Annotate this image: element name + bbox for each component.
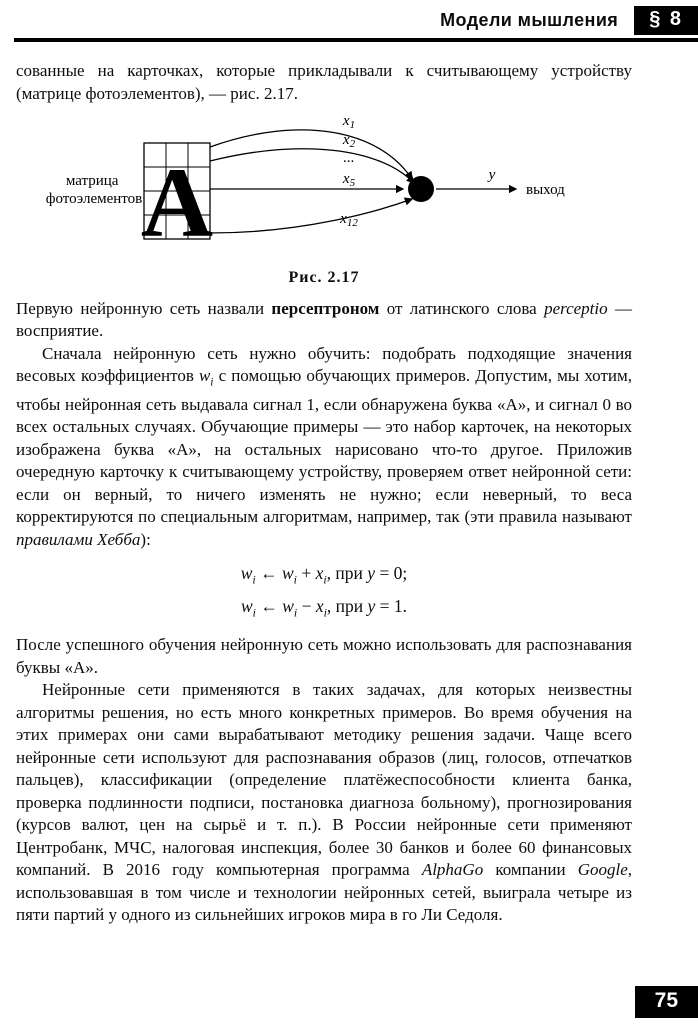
paragraph-training: Сначала нейронную сеть нужно обучить: подобрать подходящие значения весовых коэффициентов $w_i$ с помощью обучающих примеров. Допустим, мы хотим, чтобы нейронная сеть выдавала сигнал 1, если обнаружена буква «А», и сигнал 0 во всех остальных случаях. Обучающие примеры — это набор карточек, на некоторых изображена буква «А», на остальных нарисовано что-то другое. Приложив очередную карточку к считывающему устройству, проверяем ответ нейронной сети: если он верный, то ничего изменять не нужно; если неверный, то веса корректируются по специальным алгоритмам, например, так (эти правила называют правилами Хебба): <box>16 343 632 549</box>
hebb-rules <box>16 560 632 625</box>
figure-2-17 <box>44 113 604 290</box>
output-var-label: y <box>488 167 496 183</box>
letter-a: А <box>140 147 214 258</box>
matrix-label: матрица фотоэлементов <box>45 173 143 207</box>
input-label-x12: $x_{12}$ <box>340 211 358 229</box>
paragraph-intro: сованные на карточках, которые прикладывали к считывающему устройству (матрице фотоэлементов), — рис. 2.17. <box>16 61 632 103</box>
input-wire-x12 <box>210 199 412 233</box>
input-label-x5: $x_5$ <box>342 171 356 189</box>
section-badge: § 8 <box>634 6 698 35</box>
input-label-dots: ... <box>343 150 355 166</box>
formula-line-2: $w_i$ ← $w_i - x_i$, при y = 1. <box>240 595 408 620</box>
input-label-x1: $x_1$ <box>342 113 356 131</box>
input-label-x2: $x_2$ <box>342 132 356 150</box>
paragraph-perceptron: Первую нейронную сеть назвали персептроном от латинского слова perceptio — восприятие. <box>16 298 632 340</box>
perceptron-diagram <box>44 113 604 263</box>
input-wire-x2 <box>210 149 414 183</box>
page-header <box>0 0 698 36</box>
chapter-title: Модели мышления <box>440 10 619 30</box>
neuron-circle <box>408 176 434 202</box>
paragraph-applications: Нейронные сети применяются в таких задачах, для которых неизвестны алгоритмы решения, но есть много конкретных примеров. Во время обучения на этих примерах они сами вырабатывают методику решения задачи. Чаще всего нейронные сети используют для распознавания образов (лиц, голосов, отпечатков пальцев), классификации (определение платёжеспособности клиента банка, проверка подлинности подписи, постановка диагноза больному), прогнозирования (курсов валют, цен на сырьё и т. п.). В России нейронные сети применяют Центробанк, МЧС, налоговая инспекция, более 30 банков и более 60 финансовых компаний. В 2016 году компьютерная программа AlphaGo компании Google, использовавшая в том числе и технологии нейронных сетей, выиграла четыре из пяти партий у одного из сильнейших игроков мира в го Ли Седоля. <box>16 680 632 925</box>
output-text: выход <box>526 182 565 198</box>
page-content <box>0 42 698 927</box>
page-number-badge: 75 <box>635 986 698 1018</box>
formula-line-1: $w_i$ ← $w_i + x_i$, при y = 0; <box>240 563 408 587</box>
figure-caption: Рис. 2.17 <box>288 269 360 286</box>
paragraph-after-training: После успешного обучения нейронную сеть можно использовать для распознавания буквы «А». <box>16 635 632 677</box>
